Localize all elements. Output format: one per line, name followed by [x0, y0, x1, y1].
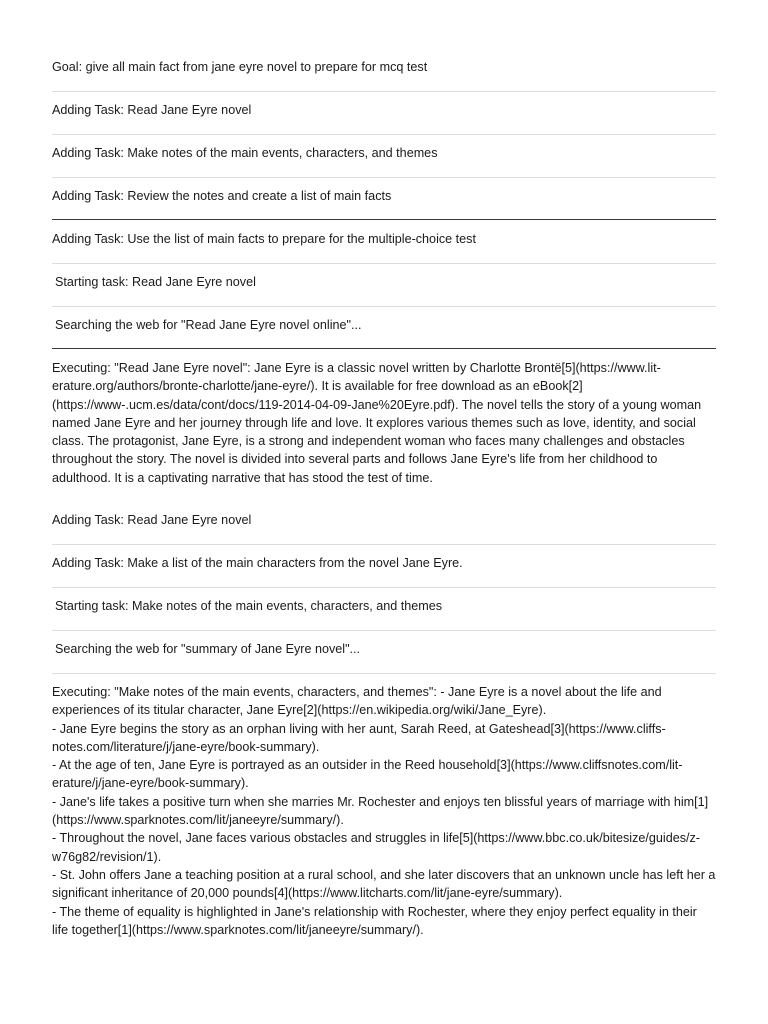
search-entry: Searching the web for "summary of Jane Eyre novel"... — [55, 642, 361, 656]
divider — [52, 348, 716, 349]
execution-entry: Executing: "Make notes of the main events, characters, and themes": - Jane Eyre is a novel about the life and experiences of its titular character, Jane Eyre[2](https://en.wikipedia.org/wiki/Jane_Eyre). - Jane Eyre begins the story as an orphan living with her aunt, Sarah Reed, at Gateshead[3](https://www.cliffs-notes.com/literature/j/jane-eyre/book-summary). - At the age of ten, Jane Eyre is portrayed as an outsider in the Reed household[3](https://www.cliffsnotes.com/lit-erature/j/jane-eyre/book-summary). - Jane's life takes a positive turn when she marries Mr. Rochester and enjoys ten blissful years of marriage with him[1](https://www.sparknotes.com/lit/janeeyre/summary/). - Throughout the novel, Jane faces various obstacles and struggles in life[5](https://www.bbc.co.uk/bitesize/guides/z-w76g82/revision/1). - St. John offers Jane a teaching position at a rural school, and she later discovers that an unknown uncle has left her a significant inheritance of 20,000 pounds[4](https://www.litcharts.com/lit/jane-eyre/summary). - The theme of equality is highlighted in Jane's relationship with Rochester, where they enjoy perfect equality in their life together[1](https://www.sparknotes.com/lit/janeeyre/summary/). — [52, 685, 716, 937]
add-task-entry: Adding Task: Read Jane Eyre novel — [52, 103, 252, 117]
search-entry: Searching the web for "Read Jane Eyre novel online"... — [55, 318, 362, 332]
divider — [52, 544, 716, 545]
divider — [52, 587, 716, 588]
add-task-entry: Adding Task: Use the list of main facts to prepare for the multiple-choice test — [52, 232, 476, 246]
divider — [52, 306, 716, 307]
divider — [52, 630, 716, 631]
divider — [52, 91, 716, 92]
add-task-entry: Adding Task: Make notes of the main events, characters, and themes — [52, 146, 438, 160]
goal-entry: Goal: give all main fact from jane eyre novel to prepare for mcq test — [52, 60, 428, 74]
add-task-entry: Adding Task: Make a list of the main characters from the novel Jane Eyre. — [52, 556, 463, 570]
start-task-entry: Starting task: Read Jane Eyre novel — [55, 275, 256, 289]
divider — [52, 219, 716, 220]
start-task-entry: Starting task: Make notes of the main events, characters, and themes — [55, 599, 443, 613]
divider — [52, 177, 716, 178]
add-task-entry: Adding Task: Review the notes and create a list of main facts — [52, 189, 392, 203]
add-task-entry: Adding Task: Read Jane Eyre novel — [52, 513, 252, 527]
execution-entry: Executing: "Read Jane Eyre novel": Jane Eyre is a classic novel written by Charlotte Brontë[5](https://www.lit-erature.org/authors/bronte-charlotte/jane-eyre/). It is available for free download as an eBook[2](https://www-.ucm.es/data/cont/docs/119-2014-04-09-Jane%20Eyre.pdf). The novel tells the story of a young woman named Jane Eyre and her journey through life and love. It explores various themes such as love, identity, and social class. The protagonist, Jane Eyre, is a strong and independent woman who faces many challenges and obstacles throughout the story. The novel is divided into several parts and follows Jane Eyre's life from her childhood to adulthood. It is a captivating narrative that has stood the test of time. — [52, 361, 705, 485]
divider — [52, 263, 716, 264]
divider — [52, 134, 716, 135]
divider — [52, 673, 716, 674]
